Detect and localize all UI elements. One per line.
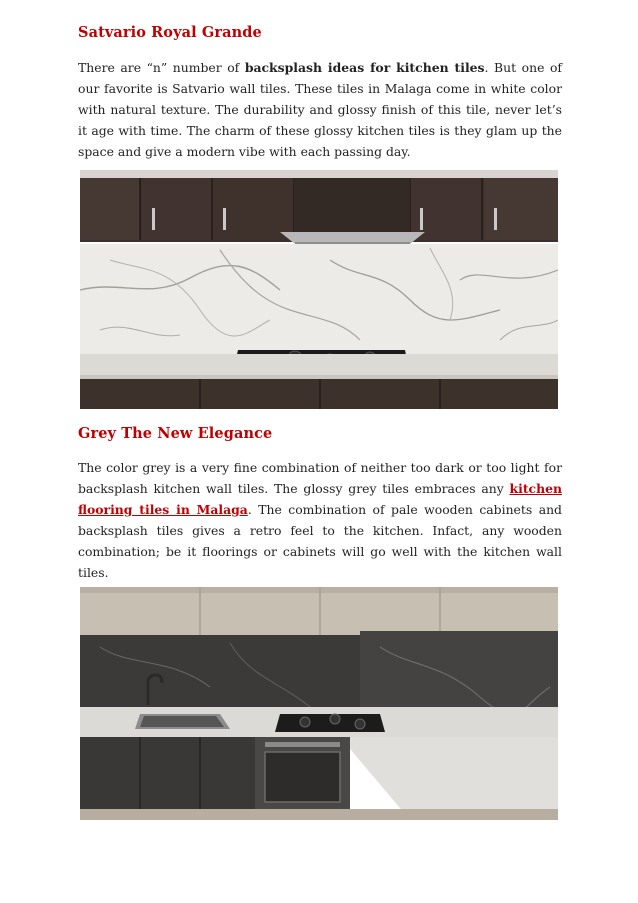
paragraph-text: . The combination of pale wooden cabinets and backsplash tiles gives a retro feel to the kitchen. Infact, any wooden combination; be it floorings or cabinets will go well with the kitchen wall tiles. <box>78 502 562 580</box>
section-paragraph-grey <box>78 457 562 583</box>
grey-marble-kitchen-photo <box>80 587 558 820</box>
section-paragraph-satvario <box>78 57 562 162</box>
white-marble-kitchen-photo <box>80 170 558 409</box>
section-heading-grey: Grey The New Elegance <box>78 425 273 442</box>
bold-phrase: backsplash ideas for kitchen tiles <box>244 60 485 75</box>
section-heading-satvario: Satvario Royal Grande <box>78 24 262 41</box>
paragraph-text: . But one of our favorite is Satvario wall tiles. These tiles in Malaga come in white color with natural texture. The durability and glossy finish of this tile, never let’s it age with time. The charm of these glossy kitchen tiles is they glam up the space and give a modern vibe with each passing day. <box>78 60 562 159</box>
paragraph-text: There are “n” number of <box>78 60 245 75</box>
kitchen-flooring-link[interactable]: kitchen flooring tiles in Malaga <box>78 481 562 517</box>
paragraph-text: The color grey is a very fine combination of neither too dark or too light for backsplash kitchen wall tiles. The glossy grey tiles embraces any <box>78 460 562 496</box>
